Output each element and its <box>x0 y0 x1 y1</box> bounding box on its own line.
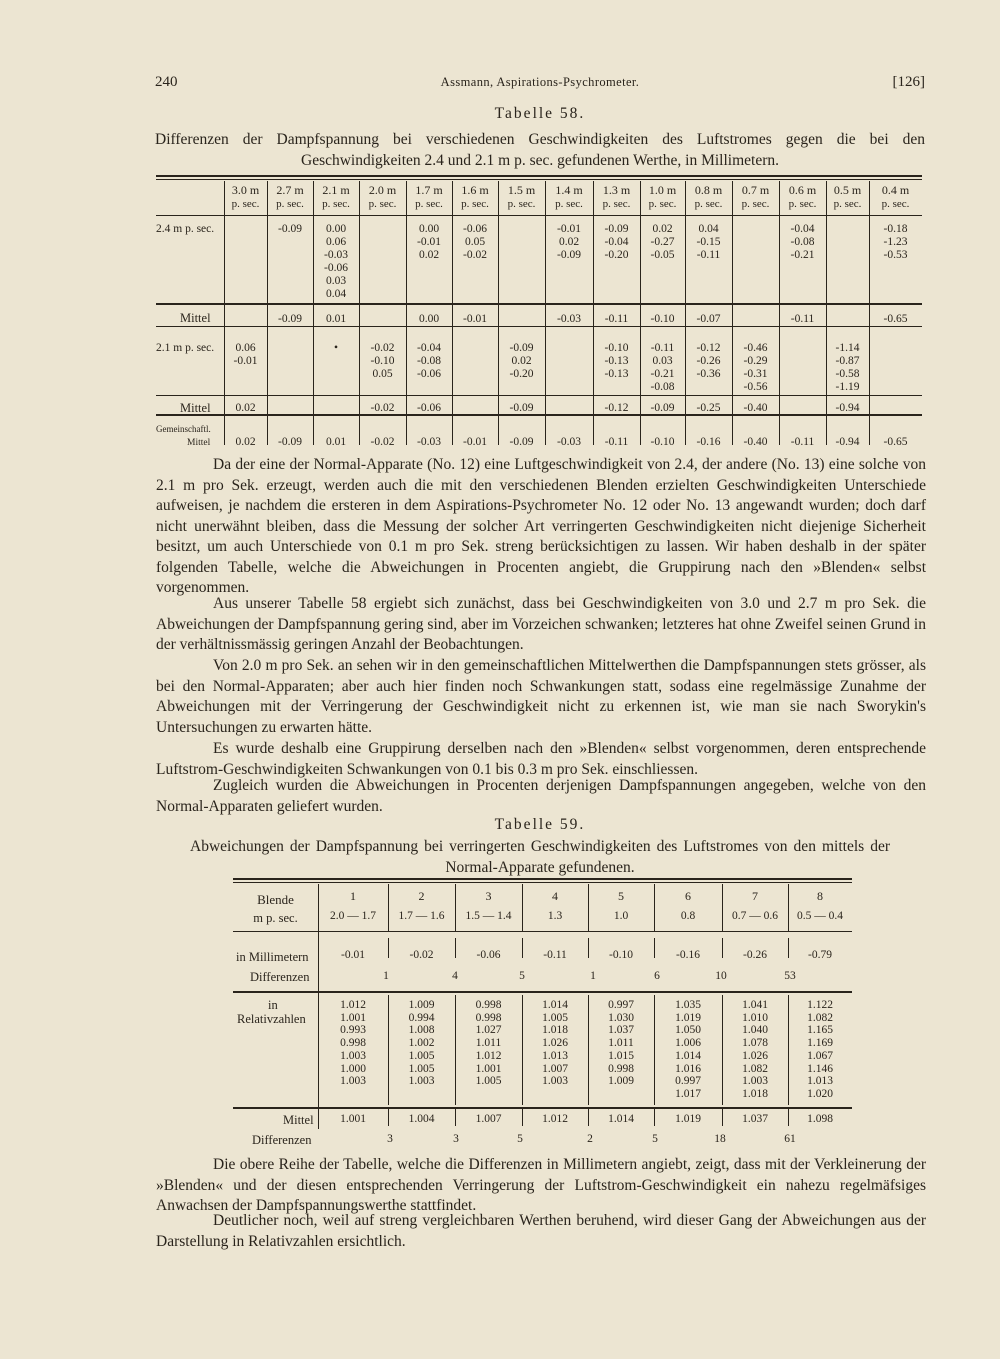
table-58-title: Tabelle 58. <box>494 105 586 122</box>
rule-line <box>788 938 789 958</box>
table-cell: 0.01 <box>325 436 347 448</box>
table-cell: -0.04 -0.08 -0.06 <box>417 342 441 380</box>
diff2-value: 2 <box>587 1133 593 1145</box>
table-cell: 0.02 <box>235 402 256 414</box>
table-cell: -0.46 -0.29 -0.31 -0.56 <box>743 342 768 393</box>
col-head-unit: p. sec. <box>461 198 489 210</box>
mittel-value: 1.004 <box>408 1113 435 1125</box>
col-head-value: 2.7 m <box>276 183 304 197</box>
col-head-unit: p. sec. <box>368 198 397 210</box>
mittel-value: 1.014 <box>608 1113 634 1125</box>
table-cell: -0.40 <box>743 436 768 448</box>
diff-value: 5 <box>519 970 525 982</box>
diff-value: 1 <box>590 970 596 982</box>
table-cell: -0.09 -0.04 -0.20 <box>604 223 629 261</box>
row-label-gemeinschaftl: Gemeinschaftl. <box>156 424 211 434</box>
table-cell: -0.25 <box>696 402 721 414</box>
diff2-value: 3 <box>453 1133 459 1145</box>
paragraph: Es wurde deshalb eine Gruppirung derselben nach den »Blenden« selbst vorgenommen, deren entsprechende Luftstrom-Geschwindigkeiten Schwankungen von 0.1 bis 0.3 m pro Sek. einschliessen. <box>156 740 926 778</box>
mm-value: -0.10 <box>609 949 633 961</box>
col-head-unit: p. sec. <box>322 198 350 210</box>
diff-label: Differenzen <box>250 970 310 984</box>
paragraph: Aus unserer Tabelle 58 ergiebt sich zunächst, dass bei Geschwindigkeiten von 3.0 und 2.7 m pro Sek. die Abweichungen der Dampfspannung gering sind, aber im Vorzeichen schwanken; letzteres hat ohne Zweifel seinen Grund in der verhältnissmässig geringen Anzahl der Beobachtungen. <box>156 595 926 653</box>
relative-values: 1.041 1.010 1.040 1.078 1.026 1.082 1.003 1.018 <box>742 999 768 1100</box>
mm-value: -0.06 <box>476 949 501 961</box>
mittel-value: 1.019 <box>675 1113 701 1125</box>
row-label-24: 2.4 m p. sec. <box>156 223 215 235</box>
paragraph: Von 2.0 m pro Sek. an sehen wir in den gemeinschaftlichen Mittelwerthen die Dampfspannungen stets grösser, als bei den Normal-Apparaten; aber auch hier finden noch Schwankungen statt, sodass eine regelmässige Zunahme der Abweichungen mit der Verringerung der Geschwindigkeit nicht zu erkennen ist, wie man sie nach Sworykin's Untersuchungen zu erwarten hätte. <box>156 657 926 736</box>
table-cell: -0.06 <box>417 402 441 414</box>
table-cell: -0.11 <box>790 436 815 448</box>
col-head-value: 0.6 m <box>788 183 817 197</box>
table-cell: -0.40 <box>743 402 768 414</box>
table-cell: -0.12 -0.26 -0.36 <box>696 342 721 380</box>
blende-number: 4 <box>552 889 558 903</box>
table-cell: -1.14 -0.87 -0.58 -1.19 <box>835 342 860 393</box>
diff2-value: 18 <box>714 1133 726 1145</box>
paragraph: Zugleich wurden die Abweichungen in Procenten derjenigen Dampfspannungen angegeben, welche von den Normal-Apparaten geliefert wurden. <box>156 777 926 815</box>
running-title: Assmann, Aspirations-Psychrometer. <box>440 75 640 89</box>
mittel-label: Mittel <box>283 1113 314 1127</box>
table-cell: -0.03 <box>417 436 441 448</box>
running-header <box>155 74 925 94</box>
col-head-value: 1.5 m <box>507 183 536 197</box>
table-cell: -0.06 0.05 -0.02 <box>463 223 487 261</box>
rule-line <box>156 395 922 396</box>
col-head-value: 0.8 m <box>694 183 723 197</box>
col-head-unit: p. sec. <box>276 198 304 210</box>
mm-value: -0.79 <box>808 949 832 961</box>
table-59-caption: Abweichungen der Dampfspannung bei verringerten Geschwindigkeiten des Luftstromes von den mittels der Normal-Apparate gefundenen. <box>190 838 890 876</box>
rule-line <box>388 995 389 1105</box>
rule-line <box>455 995 456 1105</box>
table-cell: -0.01 <box>463 436 487 448</box>
mm-value: -0.16 <box>676 949 700 961</box>
rule-line <box>233 931 852 932</box>
rule-line <box>156 179 922 180</box>
col-head-unit: p. sec. <box>788 198 817 210</box>
relative-values: 1.035 1.019 1.050 1.006 1.014 1.016 0.997 1.017 <box>675 999 701 1100</box>
rule-line <box>654 1108 655 1126</box>
col-head-value: 1.3 m <box>602 183 631 197</box>
table-cell: -0.12 <box>604 402 629 414</box>
rule-line <box>455 938 456 958</box>
col-head-value: 1.6 m <box>461 183 489 197</box>
mittel-value: 1.001 <box>340 1113 366 1125</box>
col-head-value: 1.4 m <box>555 183 583 197</box>
col-head-unit: p. sec. <box>881 198 910 210</box>
col-head-value: 2.0 m <box>368 183 397 197</box>
mps-header: m p. sec. <box>253 911 298 925</box>
diff-value: 1 <box>383 970 389 982</box>
blende-number: 2 <box>418 889 425 903</box>
blende-number: 6 <box>685 889 691 903</box>
table-59-title: Tabelle 59. <box>494 816 586 833</box>
table-cell: 0.00 0.06 -0.03 -0.06 0.03 0.04 <box>324 223 348 300</box>
table-cell: -0.94 <box>835 436 860 448</box>
diff2-value: 5 <box>652 1133 658 1145</box>
relative-values: 1.122 1.082 1.165 1.169 1.067 1.146 1.013 1.020 <box>807 999 833 1100</box>
speed-range: 1.3 <box>547 910 563 922</box>
mittel-value: 1.012 <box>542 1113 568 1125</box>
table-cell: -0.09 <box>650 402 675 414</box>
rule-line <box>522 995 523 1105</box>
rule-line <box>156 326 922 327</box>
row-label-mittel: Mittel <box>180 311 211 325</box>
rule-line <box>588 995 589 1105</box>
diff2-value: 3 <box>387 1133 393 1145</box>
speed-range: 0.7 — 0.6 <box>732 910 778 922</box>
table-58-caption: Differenzen der Dampfspannung bei verschiedenen Geschwindigkeiten des Luftstromes gegen die bei den Geschwindigkeiten 2.4 und 2.1 m p. sec. gefundenen Werthe, in Millimetern. <box>155 131 925 169</box>
col-head-unit: p. sec. <box>507 198 536 210</box>
table-cell: -0.11 <box>604 436 629 448</box>
blende-number: 3 <box>485 889 492 903</box>
table-cell: -0.02 <box>370 402 395 414</box>
table-cell: -0.02 -0.10 0.05 <box>370 342 395 380</box>
rule-line <box>654 995 655 1105</box>
speed-range: 0.8 <box>680 910 696 922</box>
diff2-value: 61 <box>784 1133 796 1145</box>
col-head-unit: p. sec. <box>602 198 631 210</box>
table-cell: 0.02 <box>235 436 256 448</box>
table-cell: -0.16 <box>696 436 721 448</box>
rule-line <box>388 1108 389 1126</box>
table-cell: -0.11 <box>790 313 815 325</box>
table-cell: -0.10 <box>650 436 675 448</box>
rule-line <box>722 938 723 958</box>
rule-line <box>788 1108 789 1126</box>
diff2-value: 5 <box>517 1133 523 1145</box>
row-label-21: 2.1 m p. sec. <box>156 342 215 354</box>
rule-line <box>156 175 922 177</box>
mm-value: -0.11 <box>543 949 567 961</box>
table-cell: -0.65 <box>883 436 908 448</box>
diff2-label: Differenzen <box>252 1133 312 1147</box>
relative-values: 1.014 1.005 1.018 1.026 1.013 1.007 1.003 <box>542 999 568 1088</box>
blende-number: 1 <box>350 889 356 903</box>
speed-range: 1.0 <box>613 910 629 922</box>
relative-values: 0.997 1.030 1.037 1.011 1.015 0.998 1.009 <box>608 999 634 1088</box>
diff-value: 10 <box>715 970 727 982</box>
table-cell: -0.09 <box>278 223 302 235</box>
table-cell: -0.18 -1.23 -0.53 <box>883 223 908 261</box>
table-cell: • <box>333 342 339 354</box>
table-cell: 0.04 -0.15 -0.11 <box>696 223 721 261</box>
rule-line <box>233 882 852 883</box>
speed-range: 1.7 — 1.6 <box>398 910 445 922</box>
mm-value: -0.02 <box>409 949 434 961</box>
row-label-mittel: Mittel <box>187 438 211 448</box>
diff-value: 53 <box>784 970 796 982</box>
speed-range: 2.0 — 1.7 <box>330 910 376 922</box>
speed-range: 1.5 — 1.4 <box>465 910 512 922</box>
table-cell: -0.09 <box>509 436 534 448</box>
rule-line <box>156 215 922 216</box>
table-cell: -0.10 <box>650 313 675 325</box>
table-cell: -0.09 0.02 -0.20 <box>509 342 534 380</box>
table-cell: -0.09 <box>509 402 534 414</box>
col-head-unit: p. sec. <box>694 198 723 210</box>
blende-number: 7 <box>752 889 758 903</box>
rule-line <box>588 938 589 958</box>
col-head-value: 0.7 m <box>741 183 770 197</box>
table-cell: 0.06 -0.01 <box>233 342 258 367</box>
mm-value: -0.26 <box>743 949 767 961</box>
mm-label: in Millimetern <box>236 950 309 964</box>
rule-line <box>722 1108 723 1126</box>
rule-line <box>522 1108 523 1126</box>
page-number: 240 <box>155 74 178 90</box>
table-cell: -0.11 <box>604 313 629 325</box>
rule-line <box>233 1107 852 1109</box>
table-cell: -0.65 <box>883 313 908 325</box>
rule-line <box>588 1108 589 1126</box>
rel-label-in: in <box>268 998 278 1012</box>
table-cell: -0.02 <box>370 436 395 448</box>
table-cell: 0.00 <box>418 313 440 325</box>
table-cell: -0.07 <box>696 313 721 325</box>
rule-line <box>455 1108 456 1126</box>
rule-line <box>522 938 523 958</box>
rule-line <box>156 303 922 305</box>
speed-range: 0.5 — 0.4 <box>797 910 843 922</box>
col-head-value: 2.1 m <box>322 183 350 197</box>
rule-line <box>233 878 852 880</box>
col-head-value: 0.4 m <box>881 183 910 197</box>
col-head-unit: p. sec. <box>555 198 583 210</box>
col-head-unit: p. sec. <box>415 198 443 210</box>
table-cell: -0.09 <box>278 436 302 448</box>
col-head-unit: p. sec. <box>231 198 260 210</box>
blende-number: 5 <box>618 889 624 903</box>
table-cell: 0.01 <box>325 313 347 325</box>
mittel-value: 1.098 <box>807 1113 833 1125</box>
relative-values: 0.998 0.998 1.027 1.011 1.012 1.001 1.005 <box>475 999 502 1088</box>
col-head-value: 1.0 m <box>648 183 677 197</box>
table-cell: -0.03 <box>557 313 581 325</box>
table-cell: -0.94 <box>835 402 860 414</box>
table-cell: -0.01 0.02 -0.09 <box>557 223 581 261</box>
rule-line <box>388 938 389 958</box>
col-head-unit: p. sec. <box>648 198 677 210</box>
col-head-unit: p. sec. <box>833 198 862 210</box>
col-head-value: 1.7 m <box>415 183 443 197</box>
paragraph: Die obere Reihe der Tabelle, welche die Differenzen in Millimetern angiebt, zeigt, dass mit der Verkleinerung der »Blenden« und der diesen entsprechenden Verringerung der Luftstrom-Geschwindigkeit ein nahezu regelmäfsiges Anwachsen der Dampfspannungswerthe stattfindet. <box>156 1156 926 1214</box>
col-head-unit: p. sec. <box>741 198 770 210</box>
diff-value: 4 <box>452 970 458 982</box>
mm-value: -0.01 <box>341 949 365 961</box>
col-head-value: 0.5 m <box>833 183 862 197</box>
rule-line <box>156 414 922 416</box>
blende-header: Blende <box>257 892 294 907</box>
section-ref: [126] <box>892 74 925 90</box>
table-cell: -0.09 <box>278 313 302 325</box>
table-cell: -0.01 <box>463 313 487 325</box>
rule-line <box>654 938 655 958</box>
paragraph: Deutlicher noch, weil auf streng vergleichbaren Werthen beruhend, wird dieser Gang der Abweichungen aus der Darstellung in Relativzahlen ersichtlich. <box>156 1212 926 1250</box>
table-cell: 0.02 -0.27 -0.05 <box>650 223 675 261</box>
row-label-mittel: Mittel <box>180 401 211 415</box>
rule-line <box>233 991 852 993</box>
rel-label: Relativzahlen <box>237 1012 306 1026</box>
mittel-value: 1.037 <box>742 1113 768 1125</box>
table-cell: -0.11 0.03 -0.21 -0.08 <box>650 342 675 393</box>
table-cell: 0.00 -0.01 0.02 <box>417 223 441 261</box>
relative-values: 1.009 0.994 1.008 1.002 1.005 1.005 1.003 <box>408 999 435 1088</box>
relative-values: 1.012 1.001 0.993 0.998 1.003 1.000 1.003 <box>340 999 366 1088</box>
blende-number: 8 <box>817 889 823 903</box>
table-cell: -0.04 -0.08 -0.21 <box>790 223 815 261</box>
rule-line <box>722 995 723 1105</box>
paragraph: Da der eine der Normal-Apparate (No. 12) eine Luftgeschwindigkeit von 2.4, der andere (No. 13) eine solche von 2.1 m pro Sek. erzeugt, werden auch die mit den verschiedenen Blenden erzielten Geschwindigkeiten Unterschiede aufweisen, je nachdem die ersteren in dem Aspirations-Psychrometer No. 12 oder No. 13 angewandt wurden; doch darf nicht unerwähnt bleiben, dass die Messung der solcher Art verringerten Geschwindigkeiten nicht diejenige Sicherheit besitzt, um auch Unterschiede von 0.1 m pro Sek. streng berücksichtigen zu lassen. Wir haben deshalb in der später folgenden Tabelle, welche die Abweichungen in Procenten angiebt, die Gruppirung nach den »Blenden« selbst vorgenommen. <box>156 456 926 596</box>
rule-line <box>788 995 789 1105</box>
table-cell: -0.03 <box>557 436 581 448</box>
col-head-value: 3.0 m <box>231 183 260 197</box>
diff-value: 6 <box>654 970 660 982</box>
table-cell: -0.10 -0.13 -0.13 <box>604 342 629 380</box>
mittel-value: 1.007 <box>475 1113 502 1125</box>
